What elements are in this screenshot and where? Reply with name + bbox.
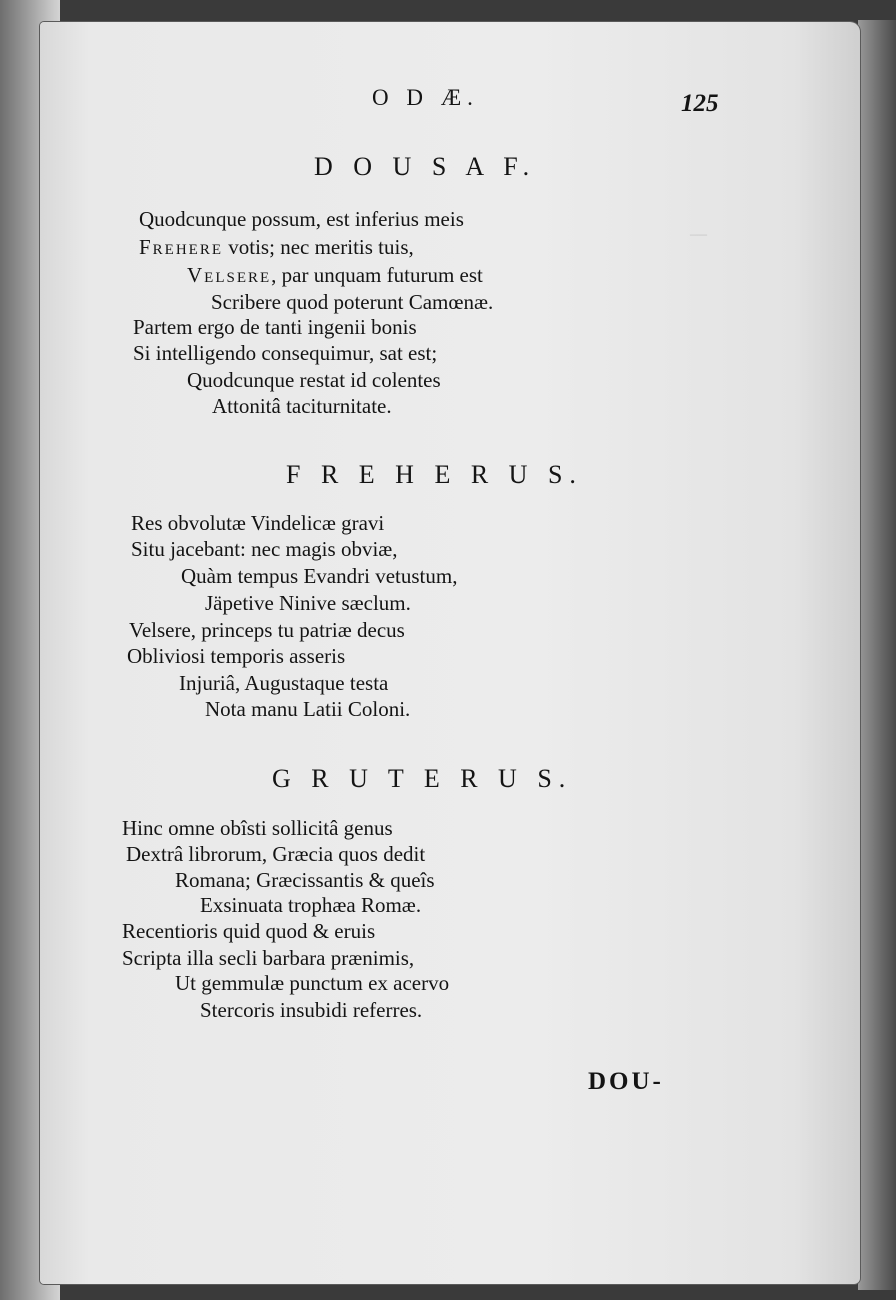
verse-line: Velsere, par unquam futurum est	[187, 263, 483, 287]
page-number: 125	[681, 90, 719, 117]
verse-line: Obliviosi temporis asseris	[127, 644, 346, 668]
verse-line: Romana; Græcissantis & queîs	[175, 868, 435, 892]
verse-line: Si intelligendo consequimur, sat est;	[133, 341, 438, 365]
verse-line: Quodcunque possum, est inferius meis	[139, 207, 464, 231]
verse-line: Stercoris insubidi referres.	[200, 998, 423, 1022]
verse-line: Exsinuata trophæa Romæ.	[200, 893, 422, 917]
catchword: DOU-	[588, 1068, 664, 1095]
verse-line: Scribere quod poterunt Camœnæ.	[211, 290, 494, 314]
verse-line: Velsere, princeps tu patriæ decus	[129, 618, 405, 642]
verse-line: Hinc omne obîsti sollicitâ genus	[122, 816, 393, 840]
verse-line: Attonitâ taciturnitate.	[212, 394, 392, 418]
right-page-stack	[858, 20, 896, 1290]
verse-line: Situ jacebant: nec magis obviæ,	[131, 537, 398, 561]
verse-line: Ut gemmulæ punctum ex acervo	[175, 971, 450, 995]
section-title-freherus: F R E H E R U S.	[286, 460, 583, 489]
verse-line: Res obvolutæ Vindelicæ gravi	[131, 511, 385, 535]
verse-line: Frehere votis; nec meritis tuis,	[139, 235, 414, 259]
verse-line: Injuriâ, Augustaque testa	[179, 671, 389, 695]
verse-line: Quodcunque restat id colentes	[187, 368, 441, 392]
bleed-through-text: —	[690, 224, 707, 243]
section-title-dousa: D O U S A F.	[314, 152, 537, 181]
verse-line: Partem ergo de tanti ingenii bonis	[133, 315, 417, 339]
verse-line: Scripta illa secli barbara prænimis,	[122, 946, 415, 970]
verse-line: Jäpetive Ninive sæclum.	[205, 591, 411, 615]
verse-line: Recentioris quid quod & eruis	[122, 919, 376, 943]
verse-line: Dextrâ librorum, Græcia quos dedit	[126, 842, 426, 866]
verse-line: Quàm tempus Evandri vetustum,	[181, 564, 458, 588]
verse-line: Nota manu Latii Coloni.	[205, 697, 411, 721]
running-title: O D Æ.	[372, 85, 479, 110]
section-title-gruterus: G R U T E R U S.	[272, 764, 573, 793]
